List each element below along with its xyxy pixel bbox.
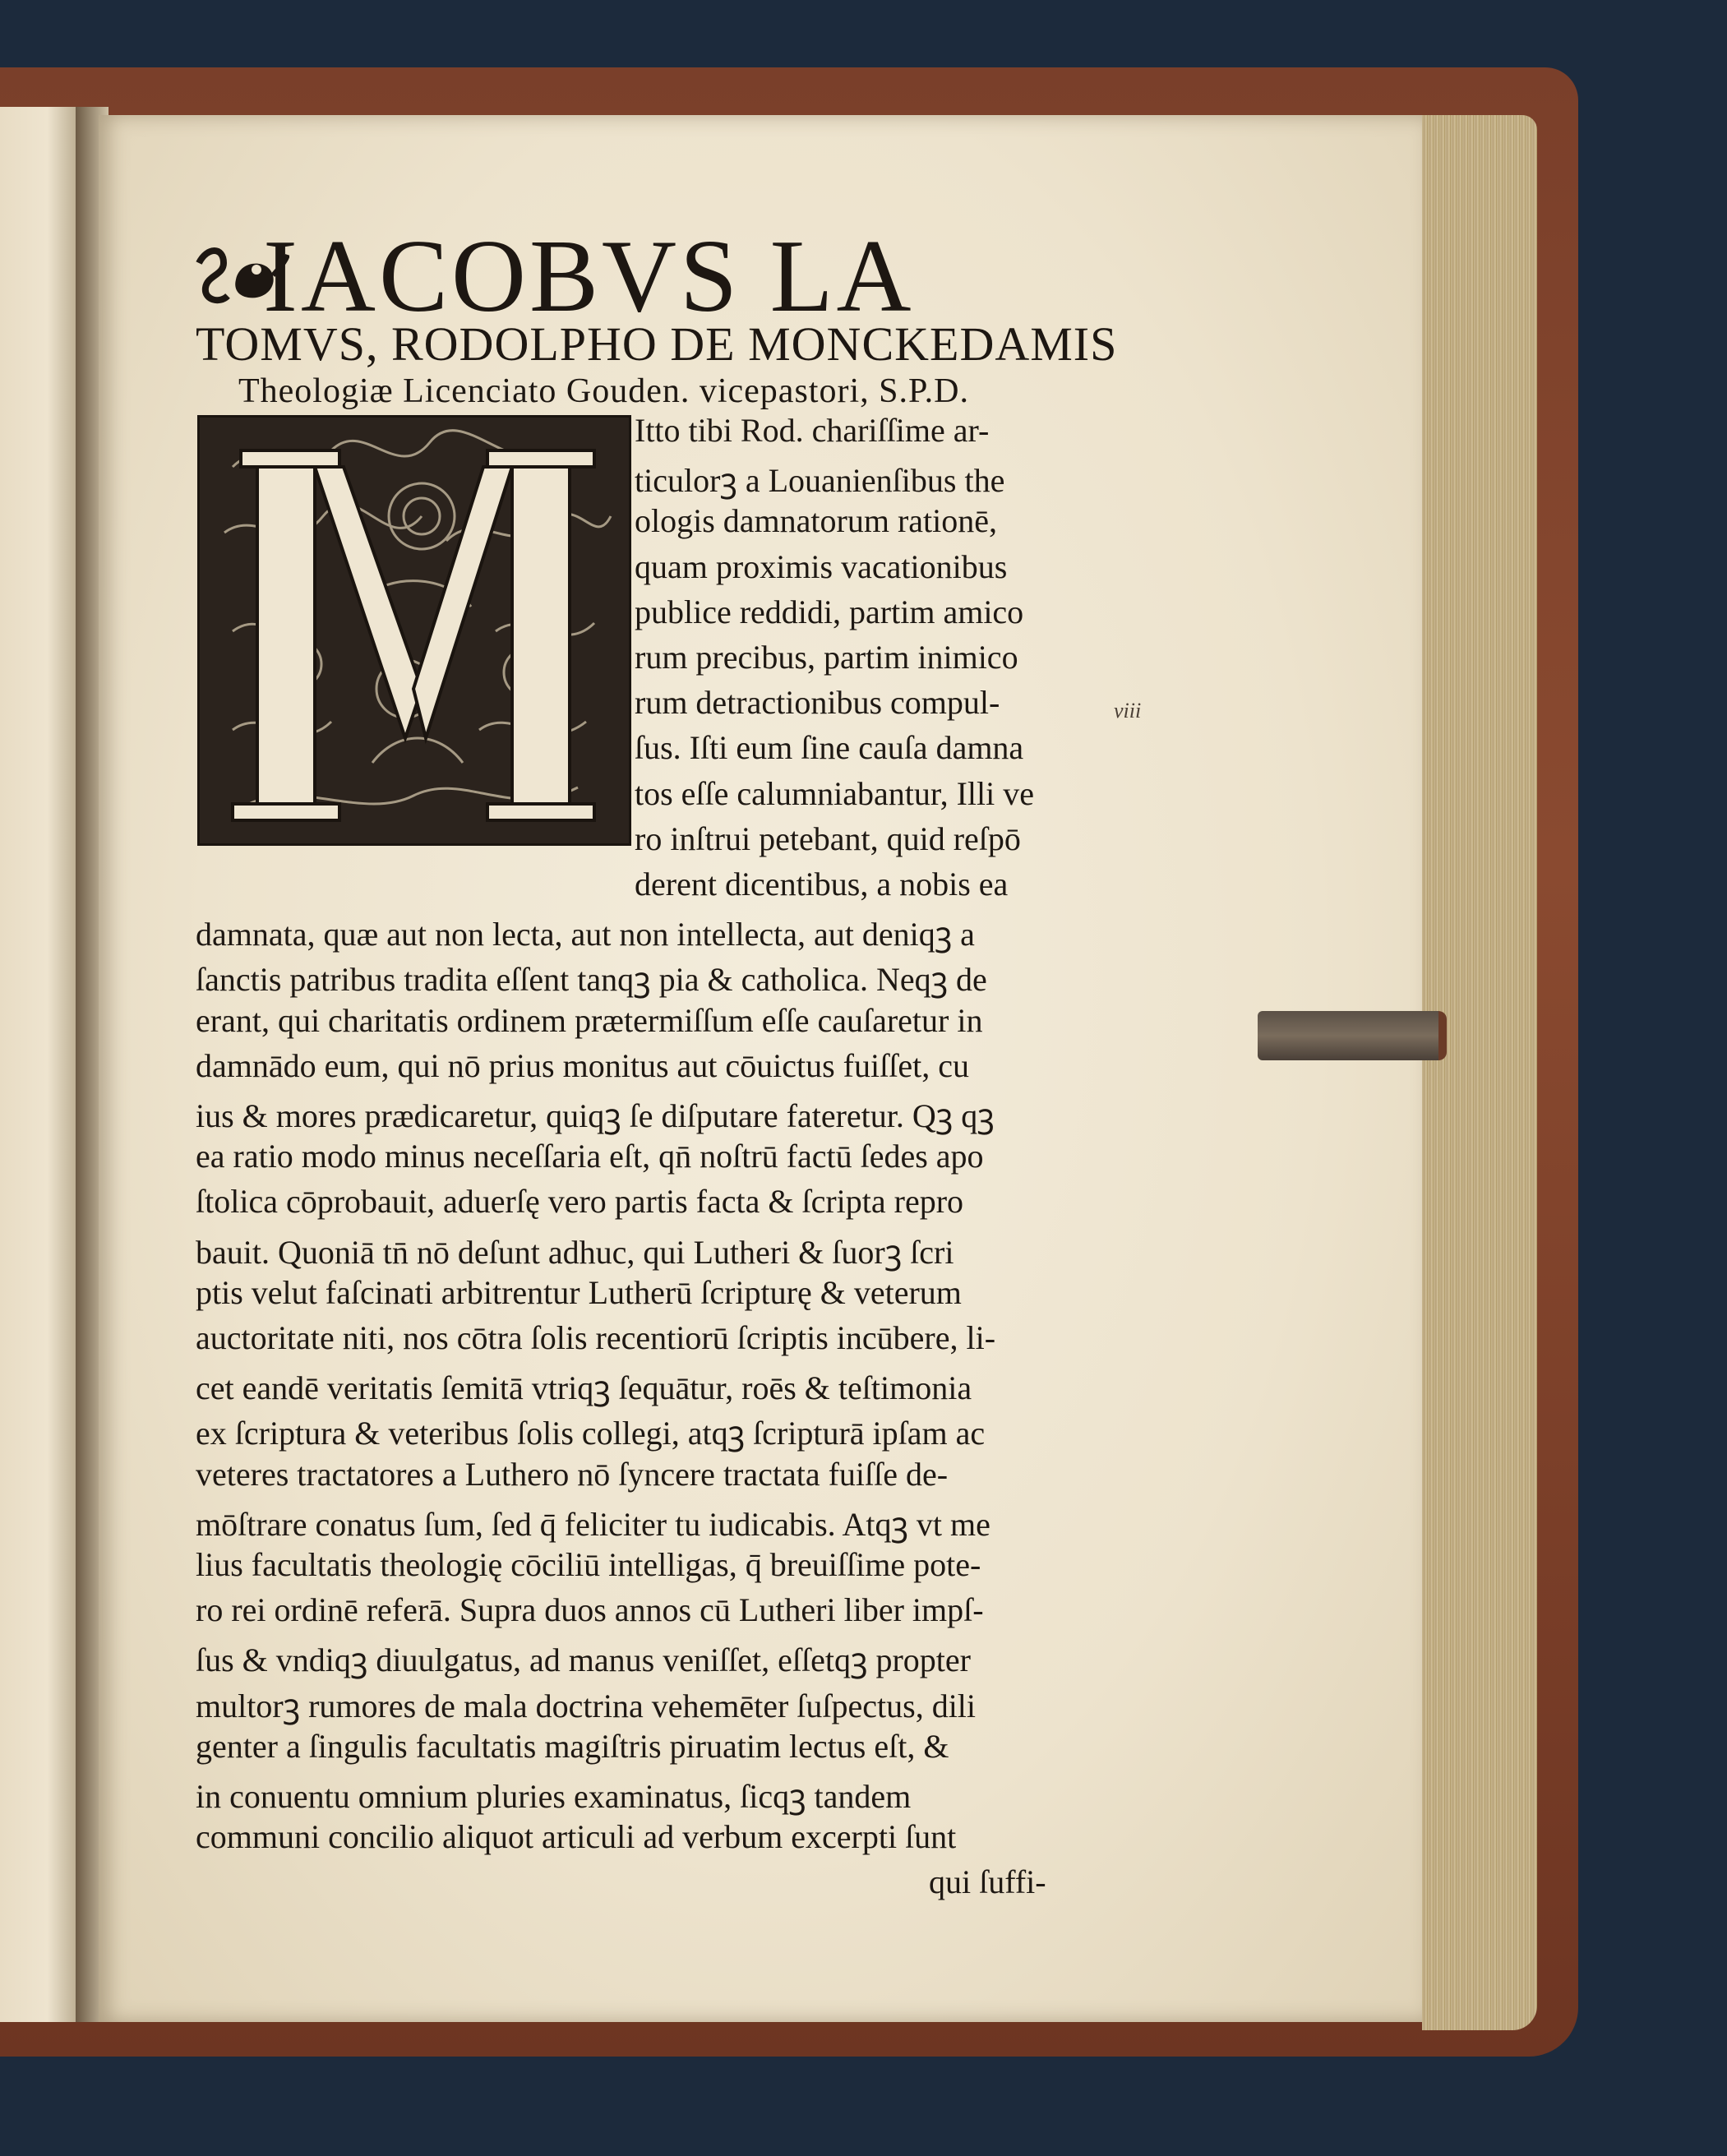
text-line: ro rei ordinē referā. Supra duos annos cū Lutheri liber impſ- <box>196 1591 984 1629</box>
text-line: Itto tibi Rod. chariſſime ar- <box>635 412 990 449</box>
text-line: tos eſſe calumniabantur, Illi ve <box>635 774 1035 812</box>
text-line: ius & mores prædicaretur, quiqꝫ ſe diſputare fateretur. Qꝫ qꝫ <box>196 1097 995 1134</box>
text-line: ſanctis patribus tradita eſſent tanqꝫ pia & catholica. Neqꝫ de <box>196 961 987 999</box>
text-line: ro inſtrui petebant, quid reſpō <box>635 819 1021 857</box>
text-line: rum detractionibus compul- <box>635 684 1000 722</box>
text-line: veteres tractatores a Luthero nō ſyncere tractata fuiſſe de- <box>196 1455 949 1493</box>
text-line: ptis velut faſcinati arbitrentur Lutherū ſcripturę & veterum <box>196 1273 962 1311</box>
text-line: mōſtrare conatus ſum, ſed q̄ feliciter tu iudicabis. Atqꝫ vt me <box>196 1505 990 1543</box>
margin-note: viii <box>1114 699 1142 723</box>
text-line: rum precibus, partim inimico <box>635 639 1018 676</box>
text-line: auctoritate niti, nos cōtra ſolis recentiorū ſcriptis incūbere, li- <box>196 1319 996 1356</box>
text-line: genter a ſingulis facultatis magiſtris piruatim lectus eſt, & <box>196 1727 949 1765</box>
text-line: damnata, quæ aut non lecta, aut non intellecta, aut deniqꝫ a <box>196 916 975 953</box>
text-line: damnādo eum, qui nō prius monitus aut cōuictus fuiſſet, cu <box>196 1046 969 1084</box>
text-line: ex ſcriptura & veteribus ſolis collegi, atqꝫ ſcripturā ipſam ac <box>196 1415 986 1452</box>
text-line: bauit. Quoniā tn̄ nō deſunt adhuc, qui Lutheri & ſuorꝫ ſcri <box>196 1233 954 1271</box>
text-line: ſus. Iſti eum ſine cauſa damna <box>635 729 1024 767</box>
title-line-2: TOMVS, RODOLPHO DE MONCKEDAMIS <box>196 317 1118 371</box>
title-line-3: Theologiæ Licenciato Gouden. vicepastori, S.P.D. <box>238 372 970 410</box>
text-line: ſtolica cōprobauit, aduerſę vero partis facta & ſcripta repro <box>196 1183 964 1221</box>
text-line: ologis damnatorum rationē, <box>635 502 998 540</box>
text-line: cet eandē veritatis ſemitā vtriqꝫ ſequātur, roēs & teſtimonia <box>196 1369 972 1407</box>
text-line: multorꝫ rumores de mala doctrina vehemēter ſuſpectus, dili <box>196 1687 977 1724</box>
text-line: erant, qui charitatis ordinem prætermiſſum eſſe cauſaretur in <box>196 1001 983 1039</box>
text-line: qui ſuffi- <box>929 1863 1046 1901</box>
text-line: lius facultatis theologię cōciliū intelligas, q̄ breuiſſime pote- <box>196 1546 981 1583</box>
text-line: quam proximis vacationibus <box>635 547 1008 585</box>
text-line: ſus & vndiqꝫ diuulgatus, ad manus veniſſet, eſſetqꝫ propter <box>196 1641 971 1679</box>
text-line: publice reddidi, partim amico <box>635 593 1024 630</box>
text-line: ticulorꝫ a Louanienſibus the <box>635 462 1005 500</box>
title-line-1: IACOBVS LA <box>263 219 915 334</box>
text-line: ea ratio modo minus neceſſaria eſt, qn̄ noſtrū factū ſedes apo <box>196 1138 984 1175</box>
text-line: communi concilio aliquot articuli ad verbum excerpti ſunt <box>196 1818 957 1856</box>
text-line: derent dicentibus, a nobis ea <box>635 866 1009 903</box>
text-line: in conuentu omnium pluries examinatus, ſicqꝫ tandem <box>196 1778 912 1815</box>
